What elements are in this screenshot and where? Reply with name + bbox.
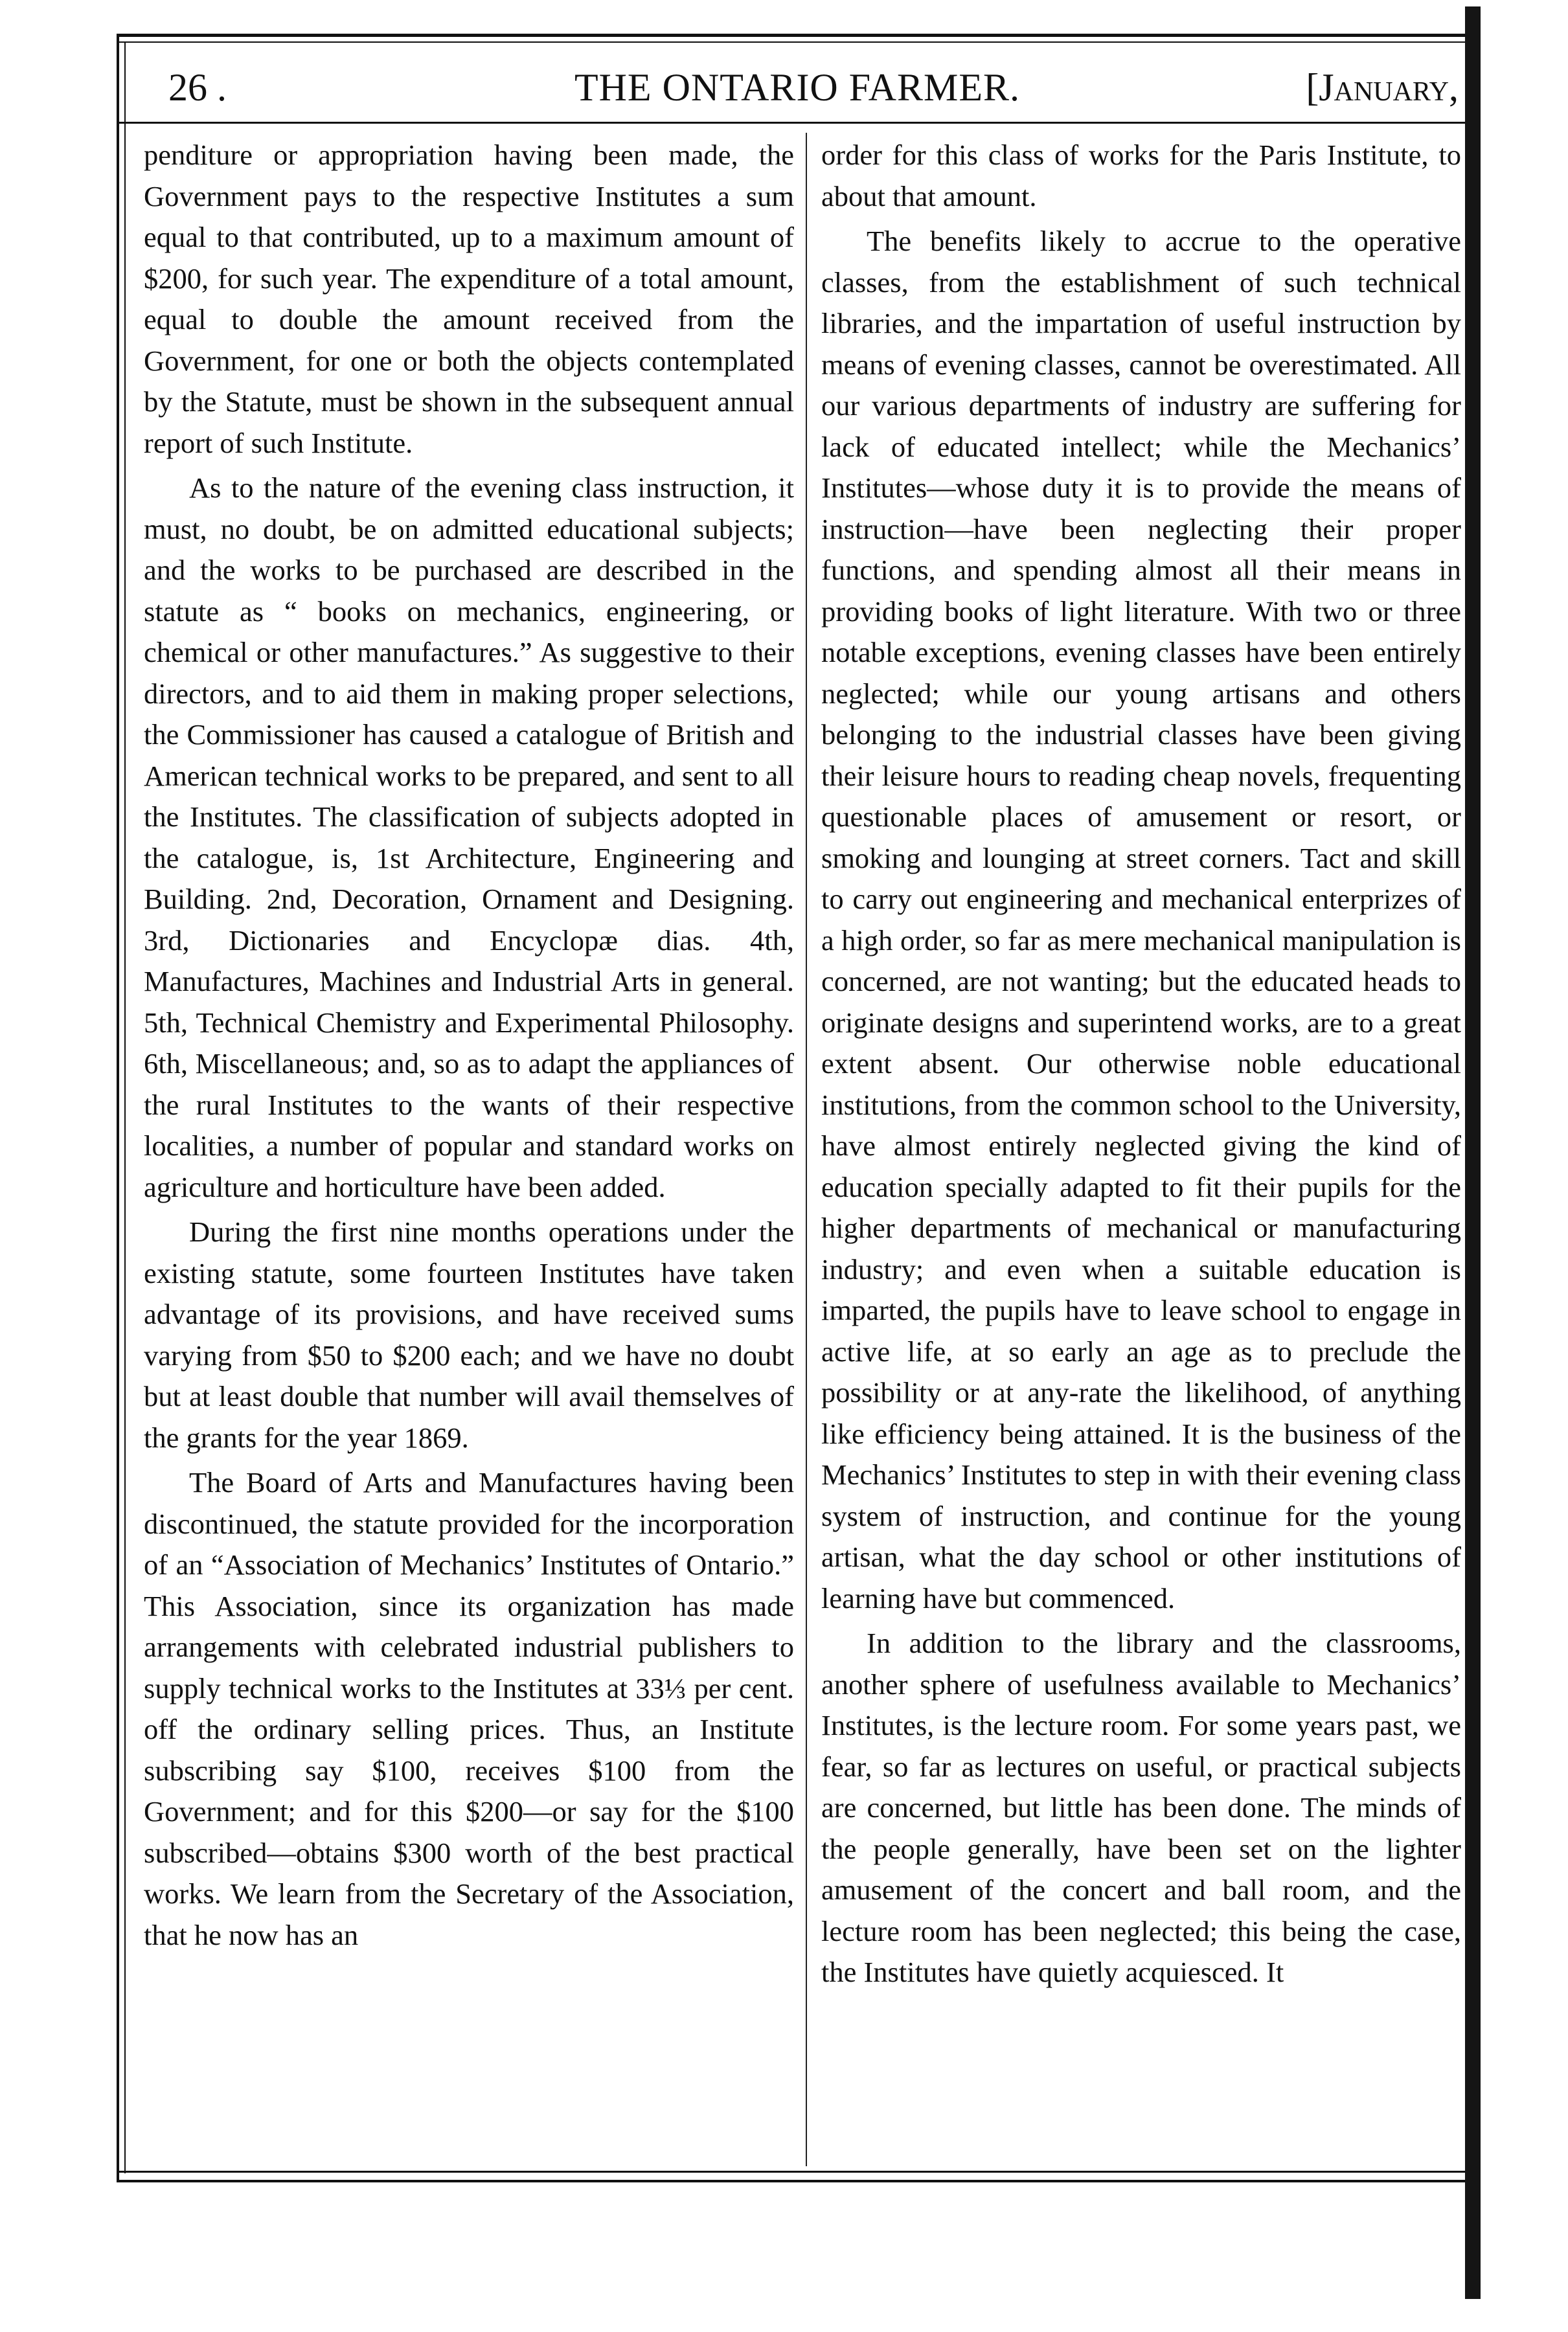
left-paragraph-1: penditure or appropriation having been made, the Government pays to the respective Institutes a sum equal to that contributed, up to a maximum amount of $200, for such year. The expenditure of a total amount, equal to double the amount received from the Government, for one or both the objects contemplated by the Statute, must be shown in the subsequent annual report of such Institute. (144, 139, 794, 459)
top-inner-rule (117, 41, 1470, 43)
column-divider (806, 133, 807, 2166)
bottom-inner-rule (117, 2171, 1470, 2173)
top-border-rule (117, 34, 1470, 37)
right-column (821, 135, 1461, 1993)
page-edge-shadow (1465, 6, 1481, 2299)
issue-month: [January, (1306, 66, 1459, 109)
left-paragraph-4: The Board of Arts and Manufactures having been discontinued, the statute provided for the incorporation of an “Association of Mechanics’ Institutes of Ontario.” This Association, since its organization has made arrangements with celebrated industrial publishers to supply technical works to the Institutes at 33⅓ per cent. off the ordinary selling prices. Thus, an Institute subscribing say $100, receives $100 from the Government; and for this $200—or say for the $100 subscribed—obtains $300 worth of the best practical works. We learn from the Secretary of the Association, that he now has an (144, 1466, 794, 1951)
right-paragraph-2: The benefits likely to accrue to the operative classes, from the establishment of such technical libraries, and the impartation of useful instruction by means of evening classes, cannot be overestimated. All our various departments of industry are suffering for lack of educated intellect; while the Mechanics’ Institutes—whose duty it is to provide the means of instruction—have been neglecting their proper functions, and spending almost all their means in providing books of light literature. With two or three notable exceptions, evening classes have been entirely neglected; while our young artisans and others belonging to the industrial classes have been giving their leisure hours to reading cheap novels, frequenting questionable places of amusement or resort, or smoking and lounging at street corners. Tact and skill to carry out engineering and mechanical enterprizes of a high order, so far as mere mechanical manipulation is concerned, are not wanting; but the educated heads to originate designs and superintend works, are to a great extent absent. Our otherwise noble educational institutions, from the common school to the University, have almost entirely neglected giving the kind of education specially adapted to fit their pupils for the higher departments of mechanical or manufacturing industry; and even when a suitable education is imparted, the pupils have to leave school to engage in active life, at so early an age as to preclude the possibility or at any-rate the likelihood, of anything like efficiency being attained. It is the business of the Mechanics’ Institutes to step in with their evening class system of instruction, and continue for the young artisan, what the day school or other institutions of learning have but commenced. (821, 225, 1461, 1614)
publication-title: THE ONTARIO FARMER. (574, 66, 1021, 109)
running-header (130, 62, 1465, 113)
left-inner-rule (124, 41, 126, 2173)
bottom-border-rule (117, 2180, 1470, 2182)
left-paragraph-2: As to the nature of the evening class instruction, it must, no doubt, be on admitted educational subjects; and the works to be purchased are described in the statute as “ books on mechanics, engineering, or chemical or other manufactures.” As suggestive to their directors, and to aid them in making proper selections, the Commissioner has caused a catalogue of British and American technical works to be prepared, and sent to all the Institutes. The classification of subjects adopted in the catalogue, is, 1st Architecture, Engineering and Building. 2nd, Decoration, Ornament and Designing. 3rd, Dictionaries and Encyclopæ dias. 4th, Manufactures, Machines and Industrial Arts in general. 5th, Technical Chemistry and Experimental Philosophy. 6th, Miscellaneous; and, so as to adapt the appliances of the rural Institutes to the wants of their respective localities, a number of popular and standard works on agriculture and horticulture have been added. (144, 471, 794, 1203)
left-column (144, 135, 794, 1956)
left-paragraph-3: During the first nine months operations under the existing statute, some fourteen Institutes have taken advantage of its provisions, and have received sums varying from $50 to $200 each; and we have no doubt but at least double that number will avail themselves of the grants for the year 1869. (144, 1216, 794, 1454)
right-paragraph-3: In addition to the library and the classrooms, another sphere of usefulness available to Mechanics’ Institutes, is the lecture room. For some years past, we fear, so far as lectures on useful, or practical subjects are concerned, but little has been done. The minds of the people generally, have been set on the lighter amusement of the concert and ball room, and the lecture room has been neglected; this being the case, the Institutes have quietly acquiesced. It (821, 1627, 1461, 1988)
page-number: 26 . (168, 66, 227, 109)
right-paragraph-1: order for this class of works for the Paris Institute, to about that amount. (821, 139, 1461, 212)
header-rule (117, 122, 1470, 124)
left-border-rule (117, 34, 119, 2181)
